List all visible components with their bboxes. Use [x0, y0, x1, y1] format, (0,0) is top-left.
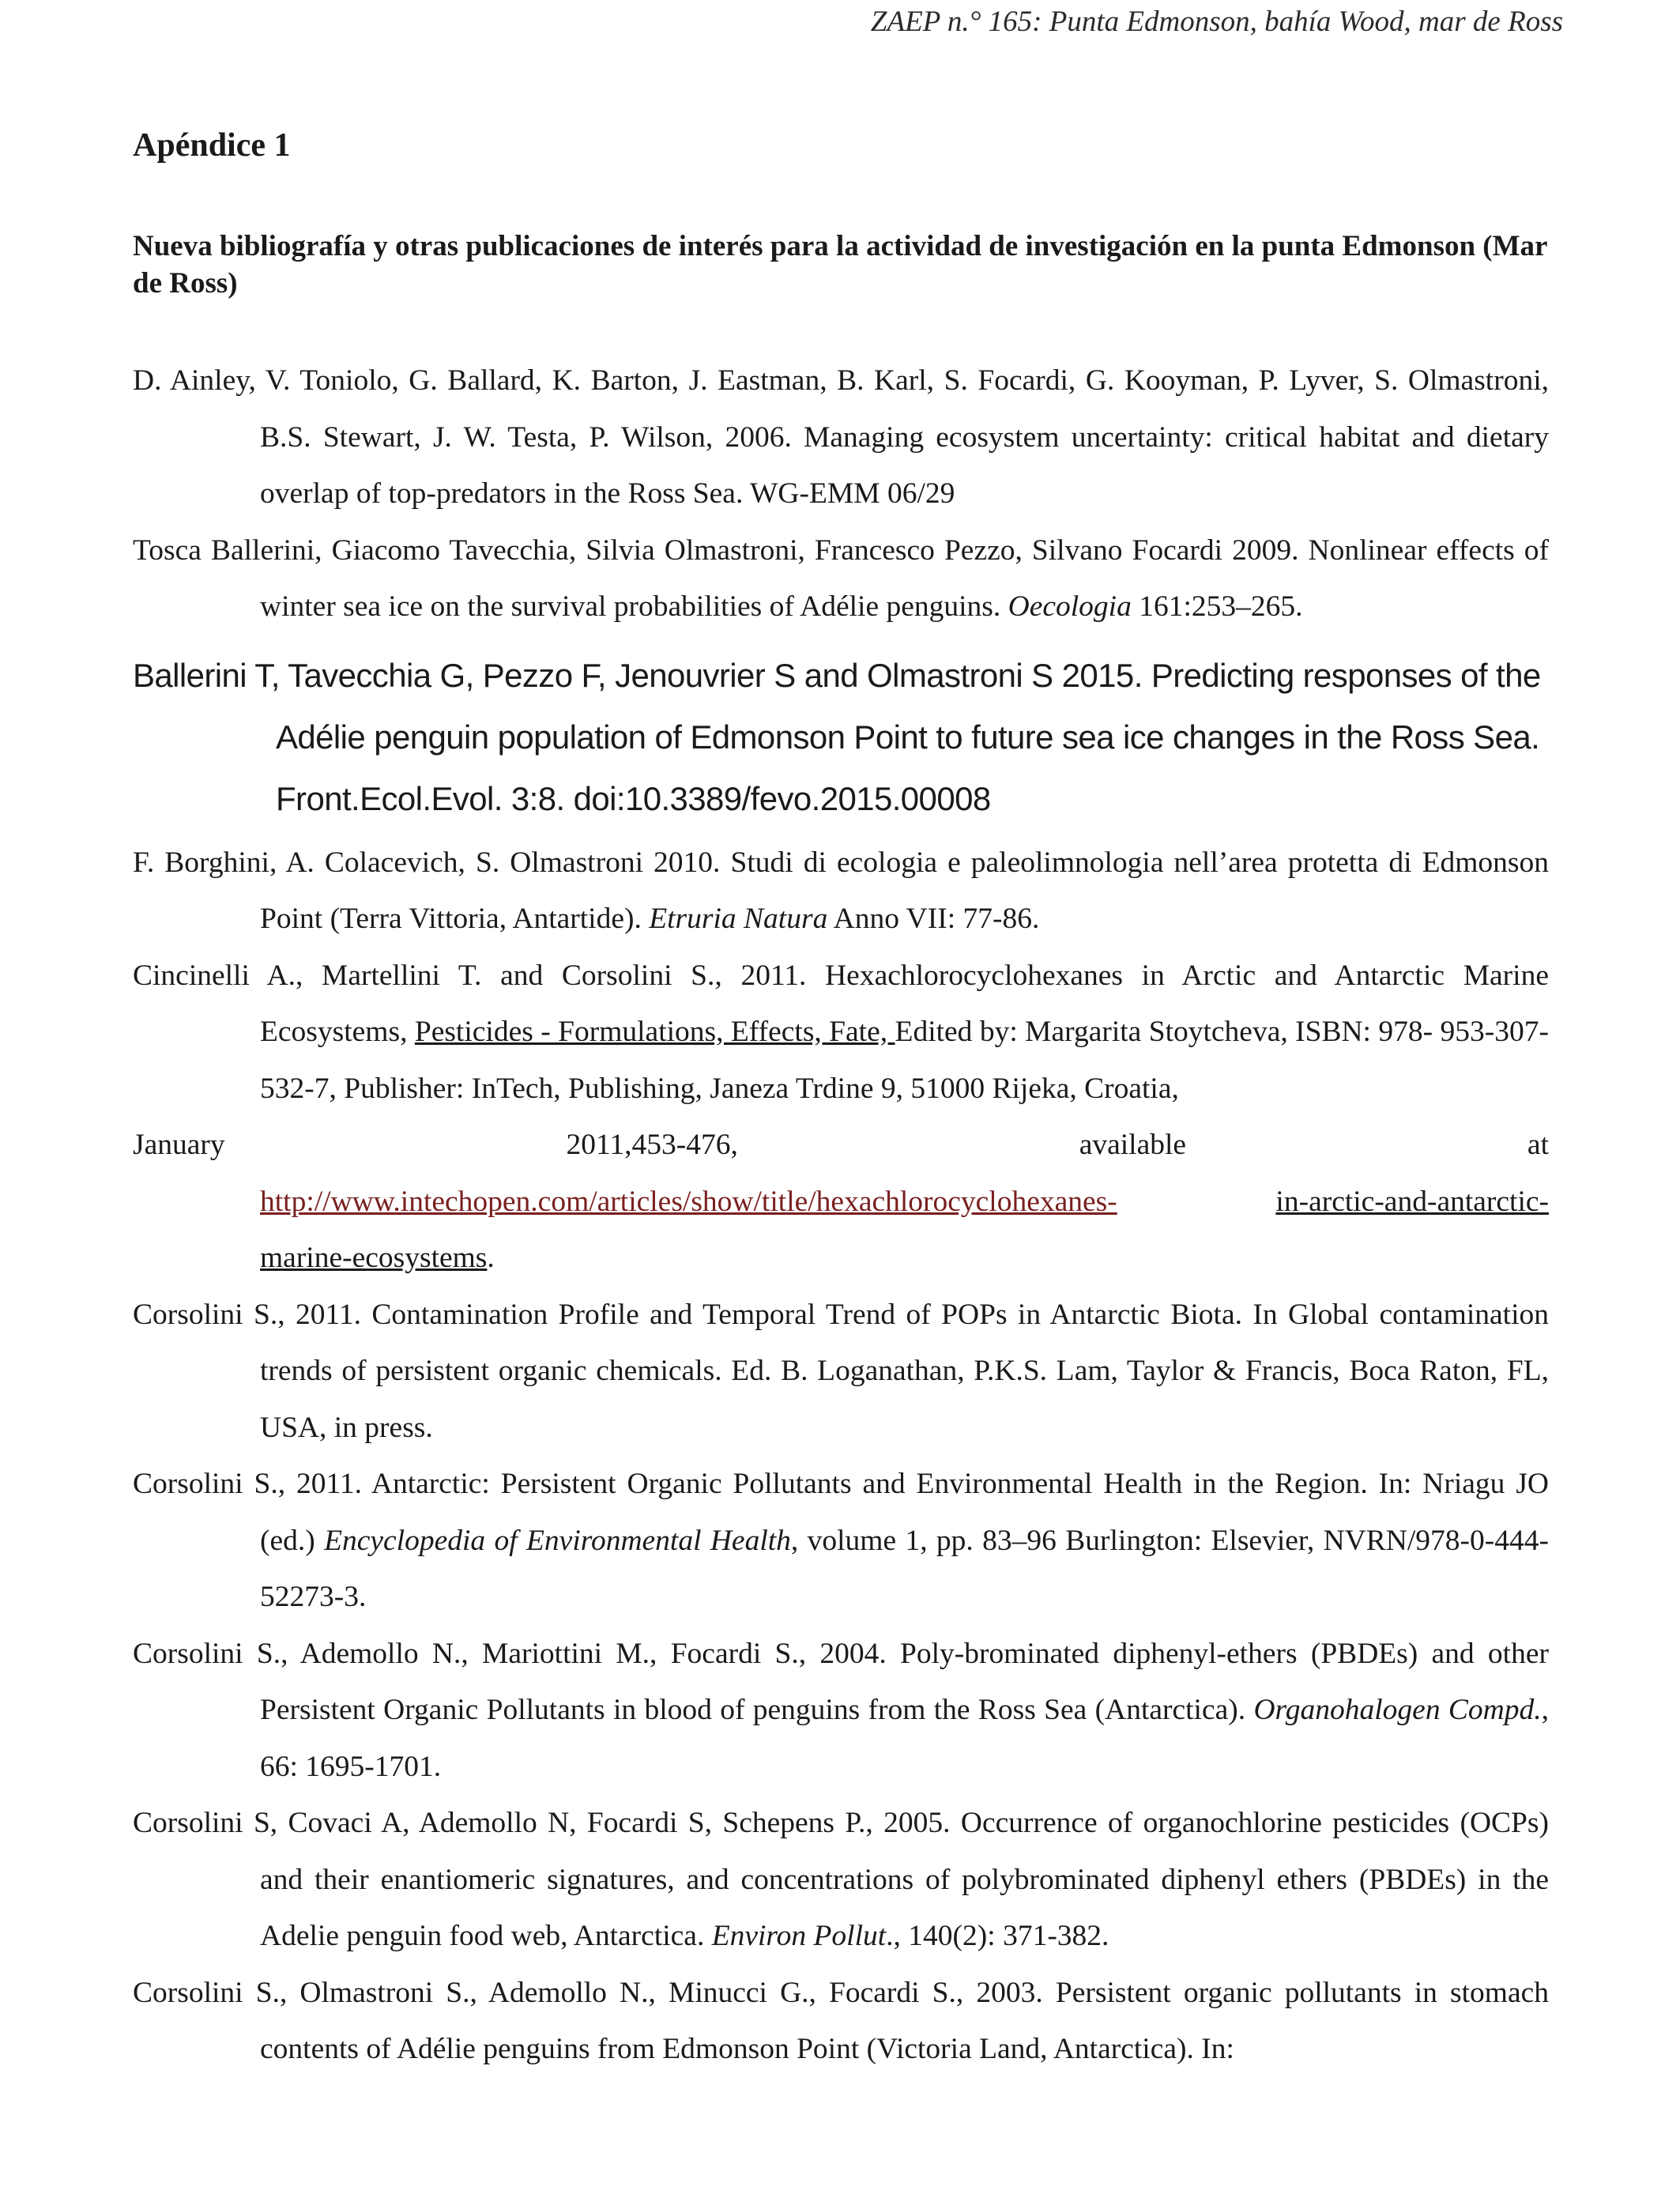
reference-list [133, 352, 1549, 2078]
running-head: ZAEP n.° 165: Punta Edmonson, bahía Wood, mar de Ross [870, 6, 1563, 38]
intechopen-link-end[interactable]: marine-ecosystems [260, 1242, 488, 1274]
reference-ainley-2006: D. Ainley, V. Toniolo, G. Ballard, K. Barton, J. Eastman, B. Karl, S. Focardi, G. Kooyman, P. Lyver, S. Olmastroni, B.S. Stewart, J. W. Testa, P. Wilson, 2006. Managing ecosystem uncertainty: critical habitat and dietary overlap of top-predators in the Ross Sea. WG-EMM 06/29 [133, 364, 1549, 510]
reference-text: F. Borghini, A. Colacevich, S. Olmastroni 2010. Studi di ecologia e paleolimnologia nell’area protetta di Edmonson Point (Terra Vittoria, Antartide). [133, 846, 1549, 935]
reference-corsolini-2011a: Corsolini S., 2011. Contamination Profile and Temporal Trend of POPs in Antarctic Biota. In Global contamination trends of persistent organic chemicals. Ed. B. Loganathan, P.K.S. Lam, Taylor & Francis, Boca Raton, FL, USA, in press. [133, 1298, 1549, 1444]
reference-text: Tosca Ballerini, Giacomo Tavecchia, Silvia Olmastroni, Francesco Pezzo, Silvano Focardi 2009. Nonlinear effects of winter sea ice on the survival probabilities of Adélie penguins. [133, 533, 1549, 623]
reference-text: Corsolini S., Ademollo N., Mariottini M., Focardi S., 2004. Poly-brominated diphenyl-ethers (PBDEs) and other Persistent Organic Pollutants in blood of penguins from the Ross Sea (Antarctica). [133, 1637, 1549, 1726]
journal-title: Environ Pollut [711, 1920, 887, 1952]
journal-title: Organohalogen Compd. [1253, 1694, 1542, 1726]
reference-cincinelli-2011 [133, 948, 1549, 1287]
intechopen-link[interactable]: http://www.intechopen.com/articles/show/title/hexachlorocyclohexanes- [260, 1185, 1117, 1218]
reference-corsolini-2004 [133, 1626, 1549, 1796]
intechopen-link-continued[interactable]: in-arctic-and-antarctic- [1275, 1185, 1549, 1218]
reference-ballerini-2015: Ballerini T, Tavecchia G, Pezzo F, Jenouvrier S and Olmastroni S 2015. Predicting responses of the Adélie penguin population of Edmonson Point to future sea ice changes in the Ross Sea. Front.Ecol.Evol. 3:8. doi:10.3389/fevo.2015.00008 [133, 656, 1541, 817]
reference-availability: January 2011,453-476, available at [133, 1129, 1549, 1161]
reference-text-continued: Edited by: Margarita Stoytcheva, ISBN: 978- 953-307-532-7, Publisher: InTech, Publishing, Janeza Trdine 9, 51000 Rijeka, Croatia, [260, 1016, 1549, 1105]
reference-corsolini-2005 [133, 1795, 1549, 1965]
reference-tail: , 66: 1695-1701. [260, 1694, 1549, 1783]
journal-title: Oecologia [1008, 590, 1132, 623]
reference-tail: ., 140(2): 371-382. [886, 1920, 1109, 1952]
journal-title: Encyclopedia of Environmental Health [324, 1524, 791, 1557]
reference-corsolini-2003: Corsolini S., Olmastroni S., Ademollo N., Minucci G., Focardi S., 2003. Persistent organic pollutants in stomach contents of Adélie penguins from Edmonson Point (Victoria Land, Antarctica). In: [133, 1976, 1549, 2065]
book-title: Pesticides - Formulations, Effects, Fate, [414, 1016, 895, 1048]
appendix-subtitle: Nueva bibliografía y otras publicaciones de interés para la actividad de investigación en la punta Edmonson (Mar de Ross) [133, 230, 1547, 300]
reference-text: Cincinelli A., Martellini T. and Corsolini S., 2011. Hexachlorocyclohexanes in Arctic and Antarctic Marine Ecosystems, [133, 959, 1549, 1048]
reference-borghini-2010 [133, 835, 1549, 948]
reference-text: Corsolini S., 2011. Antarctic: Persistent Organic Pollutants and Environmental Health in the Region. In: Nriagu JO (ed.) [133, 1468, 1549, 1557]
reference-ballerini-2009 [133, 522, 1549, 635]
reference-tail: 161:253–265. [1131, 590, 1303, 623]
reference-tail: Anno VII: 77-86. [827, 903, 1040, 935]
journal-title: Etruria Natura [649, 903, 828, 935]
reference-text: Corsolini S, Covaci A, Ademollo N, Focardi S, Schepens P., 2005. Occurrence of organochlorine pesticides (OCPs) and their enantiomeric signatures, and concentrations of polybrominated diphenyl ethers (PBDEs) in the Adelie penguin food web, Antarctica. [133, 1807, 1549, 1952]
reference-period: . [487, 1242, 495, 1274]
reference-corsolini-2011b [133, 1456, 1549, 1626]
reference-tail: , volume 1, pp. 83–96 Burlington: Elsevier, NVRN/978-0-444-52273-3. [260, 1524, 1549, 1613]
appendix-title: Apéndice 1 [133, 127, 291, 164]
